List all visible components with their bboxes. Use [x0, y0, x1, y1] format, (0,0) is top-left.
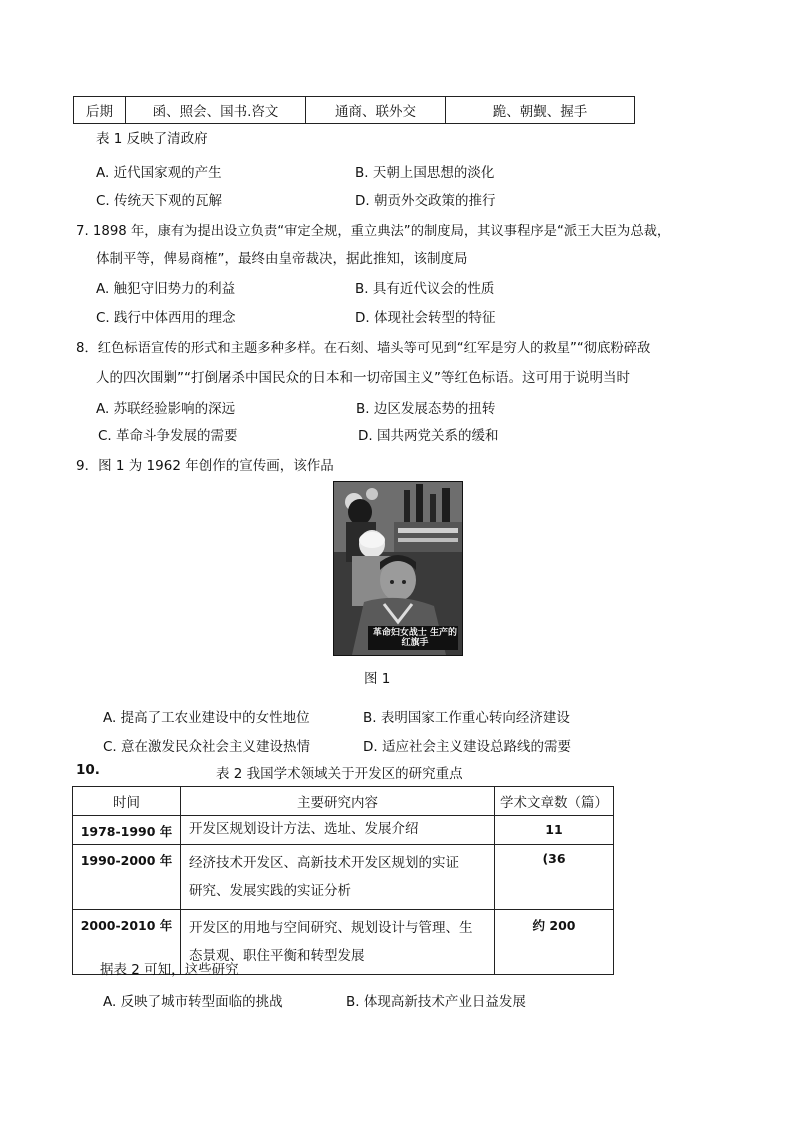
table-header-row	[73, 787, 614, 816]
q8-option-a: A. 苏联经验影响的深远	[96, 401, 236, 417]
q10-option-b: B. 体现高新技术产业日益发展	[346, 994, 526, 1010]
row2-content-line2: 研究、发展实践的实证分析	[189, 883, 351, 899]
poster-slogan: 革命妇女战士 生产的红旗手	[372, 628, 458, 648]
q7-stem-line1: 7. 1898 年，康有为提出设立负责“审定全规，重立典法”的制度局，其议事程序是“派王大臣为总裁，	[76, 224, 671, 239]
q7-option-a: A. 触犯守旧势力的利益	[96, 281, 236, 297]
row3-count: 约 200	[495, 910, 614, 975]
q7-stem-line2: 体制平等，俾易商榷”，最终由皇帝裁决，据此推知，该制度局	[96, 251, 468, 267]
q6-option-c: C. 传统天下观的瓦解	[96, 193, 223, 209]
table-row	[74, 97, 635, 124]
q7-option-b: B. 具有近代议会的性质	[355, 281, 495, 297]
header-time: 时间	[73, 787, 181, 816]
q9-option-b: B. 表明国家工作重心转向经济建设	[363, 710, 570, 726]
q6-stem: 表 1 反映了清政府	[96, 131, 208, 147]
q8-option-d: D. 国共两党关系的缓和	[358, 428, 499, 444]
row3-time: 2000-2010 年	[73, 910, 181, 975]
propaganda-poster-image	[333, 481, 463, 656]
q6-option-b: B. 天朝上国思想的淡化	[355, 165, 495, 181]
row1-content	[181, 816, 495, 845]
table1-period-cell: 后期	[74, 97, 126, 124]
table2-title: 表 2 我国学术领域关于开发区的研究重点	[216, 766, 463, 782]
table1-fragment	[73, 96, 635, 124]
header-count: 学术文章数（篇）	[495, 787, 614, 816]
q9-option-d: D. 适应社会主义建设总路线的需要	[363, 739, 571, 755]
table1-etiquette-cell: 跪、朝觐、握手	[446, 97, 635, 124]
table-row	[73, 816, 614, 845]
q9-stem: 9．图 1 为 1962 年创作的宣传画，该作品	[76, 458, 334, 474]
row1-content-line1: 开发区规划设计方法、选址、发展介绍	[189, 821, 419, 837]
q9-option-a: A. 提高了工农业建设中的女性地位	[103, 710, 310, 726]
row2-content	[181, 845, 495, 910]
q10-stem: 据表 2 可知，这些研究	[100, 962, 239, 978]
table1-purpose-cell: 通商、联外交	[306, 97, 446, 124]
q8-stem-line1: 8．红色标语宣传的形式和主题多种多样。在石刻、墙头等可见到“红军是穷人的救星”“彻底粉碎敌	[76, 341, 651, 356]
row1-time: 1978-1990 年	[73, 816, 181, 845]
q8-option-b: B. 边区发展态势的扭转	[356, 401, 496, 417]
q7-option-d: D. 体现社会转型的特征	[355, 310, 496, 326]
header-content: 主要研究内容	[181, 787, 495, 816]
q9-option-c: C. 意在激发民众社会主义建设热情	[103, 739, 311, 755]
row2-content-line1: 经济技术开发区、高新技术开发区规划的实证	[189, 855, 459, 871]
row3-content-line1: 开发区的用地与空间研究、规划设计与管理、生	[189, 920, 473, 936]
q8-stem-line2: 人的四次围剿”“打倒屠杀中国民众的日本和一切帝国主义”等红色标语。这可用于说明当时	[96, 370, 630, 386]
figure1-label: 图 1	[364, 671, 391, 687]
q7-option-c: C. 践行中体西用的理念	[96, 310, 236, 326]
q10-number: 10.	[76, 762, 100, 778]
q8-option-c: C. 革命斗争发展的需要	[98, 428, 238, 444]
q6-option-d: D. 朝贡外交政策的推行	[355, 193, 496, 209]
table-row	[73, 845, 614, 910]
q10-option-a: A. 反映了城市转型面临的挑战	[103, 994, 283, 1010]
q6-option-a: A. 近代国家观的产生	[96, 165, 222, 181]
row2-count: (36	[495, 845, 614, 910]
table1-document-cell: 函、照会、国书.咨文	[126, 97, 306, 124]
row2-time: 1990-2000 年	[73, 845, 181, 910]
row1-count: 11	[495, 816, 614, 845]
table2-research-focus	[72, 786, 614, 975]
row3-content-line2: 态景观、职住平衡和转型发展	[189, 948, 365, 964]
